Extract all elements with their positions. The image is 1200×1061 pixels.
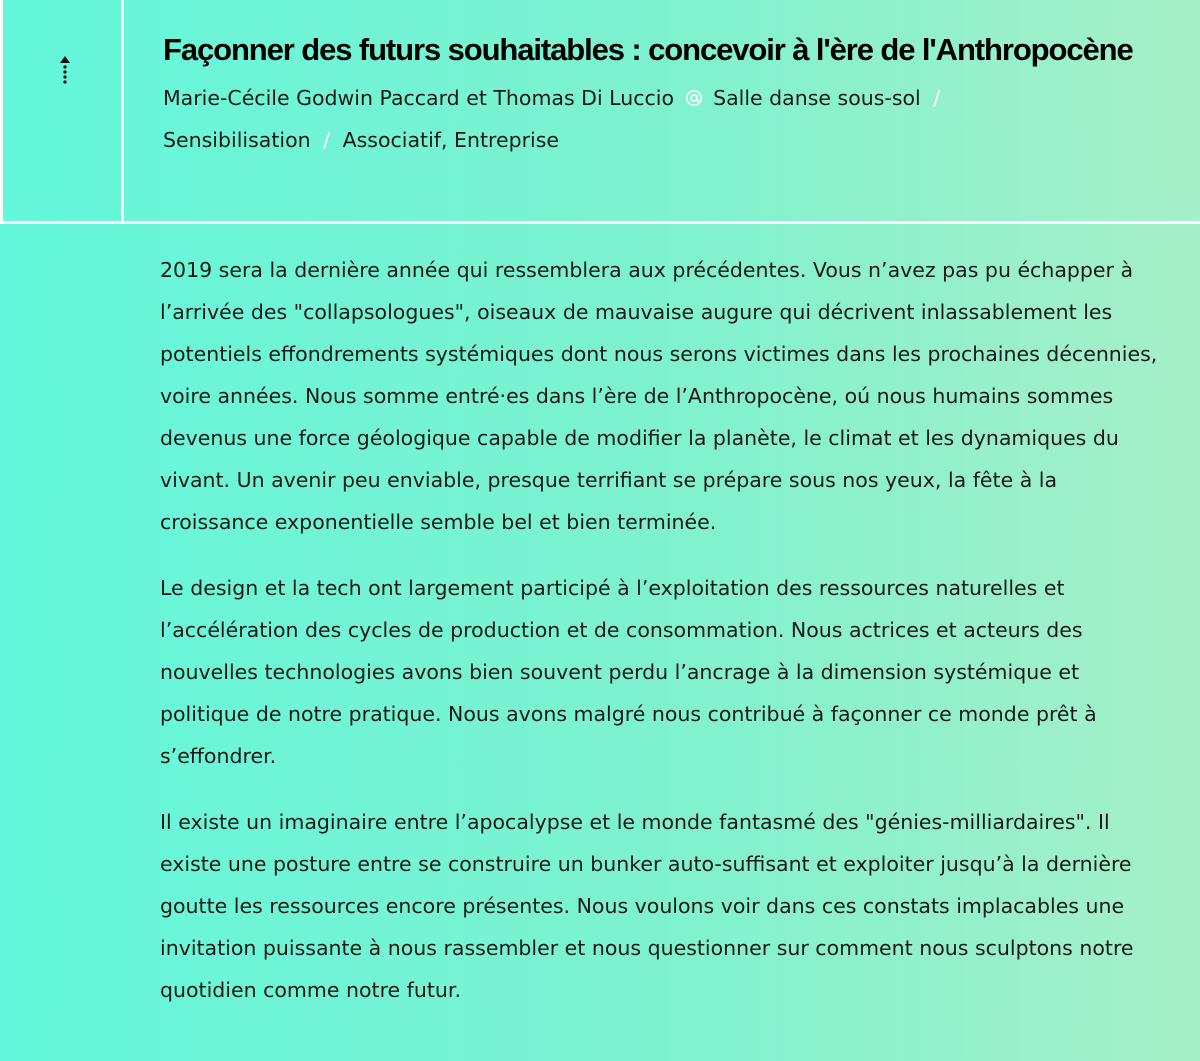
speakers: Marie-Cécile Godwin Paccard et Thomas Di Luccio — [163, 86, 674, 110]
description-paragraph: 2019 sera la dernière année qui ressemblera aux précédentes. Vous n’avez pas pu échapper à l’arrivée des "collapsologues", oiseaux de mauvaise augure qui décrivent inlassablement les potentiels effondrements systémiques dont nous serons victimes dans les prochaines décennies, voire années. Nous somme entré·es dans l’ère de l’Anthropocène, oú nous humains sommes devenus une force géologique capable de modifier la planète, le climat et les dynamiques du vivant. Un avenir peu enviable, presque terrifiant se prépare sous nos yeux, la fête à la croissance exponentielle semble bel et bien terminée. — [160, 258, 1158, 534]
talk-description — [160, 249, 1160, 1035]
category: Sensibilisation — [163, 128, 311, 152]
meta-separator: / — [323, 128, 331, 152]
talk-header — [0, 0, 1200, 224]
description-paragraph: Il existe un imaginaire entre l’apocalypse et le monde fantasmé des "génies-milliardaires". Il existe une posture entre se construire un bunker auto-suffisant et exploiter jusqu’à la dernière goutte les ressources encore présentes. Nous voulons voir dans ces constats implacables une invitation puissante à nous rassembler et nous questionner sur comment nous sculptons notre quotidien comme notre futur. — [160, 810, 1134, 1002]
back-to-top-link[interactable] — [53, 52, 77, 88]
arrow-up-icon — [53, 52, 77, 88]
description-paragraph: Le design et la tech ont largement participé à l’exploitation des ressources naturelles et l’accélération des cycles de production et de consommation. Nous actrices et acteurs des nouvelles technologies avons bien souvent perdu l’ancrage à la dimension systémique et politique de notre pratique. Nous avons malgré nous contribué à façonner ce monde prêt à s’effondrer. — [160, 576, 1097, 768]
header-content — [163, 28, 1163, 161]
audience: Associatif, Entreprise — [342, 128, 560, 152]
at-icon — [685, 89, 703, 107]
header-side-column — [3, 0, 124, 221]
talk-meta — [163, 77, 1163, 161]
room: Salle danse sous-sol — [713, 86, 921, 110]
meta-separator: / — [933, 86, 941, 110]
talk-title: Façonner des futurs souhaitables : concevoir à l'ère de l'Anthropocène — [163, 32, 1133, 67]
